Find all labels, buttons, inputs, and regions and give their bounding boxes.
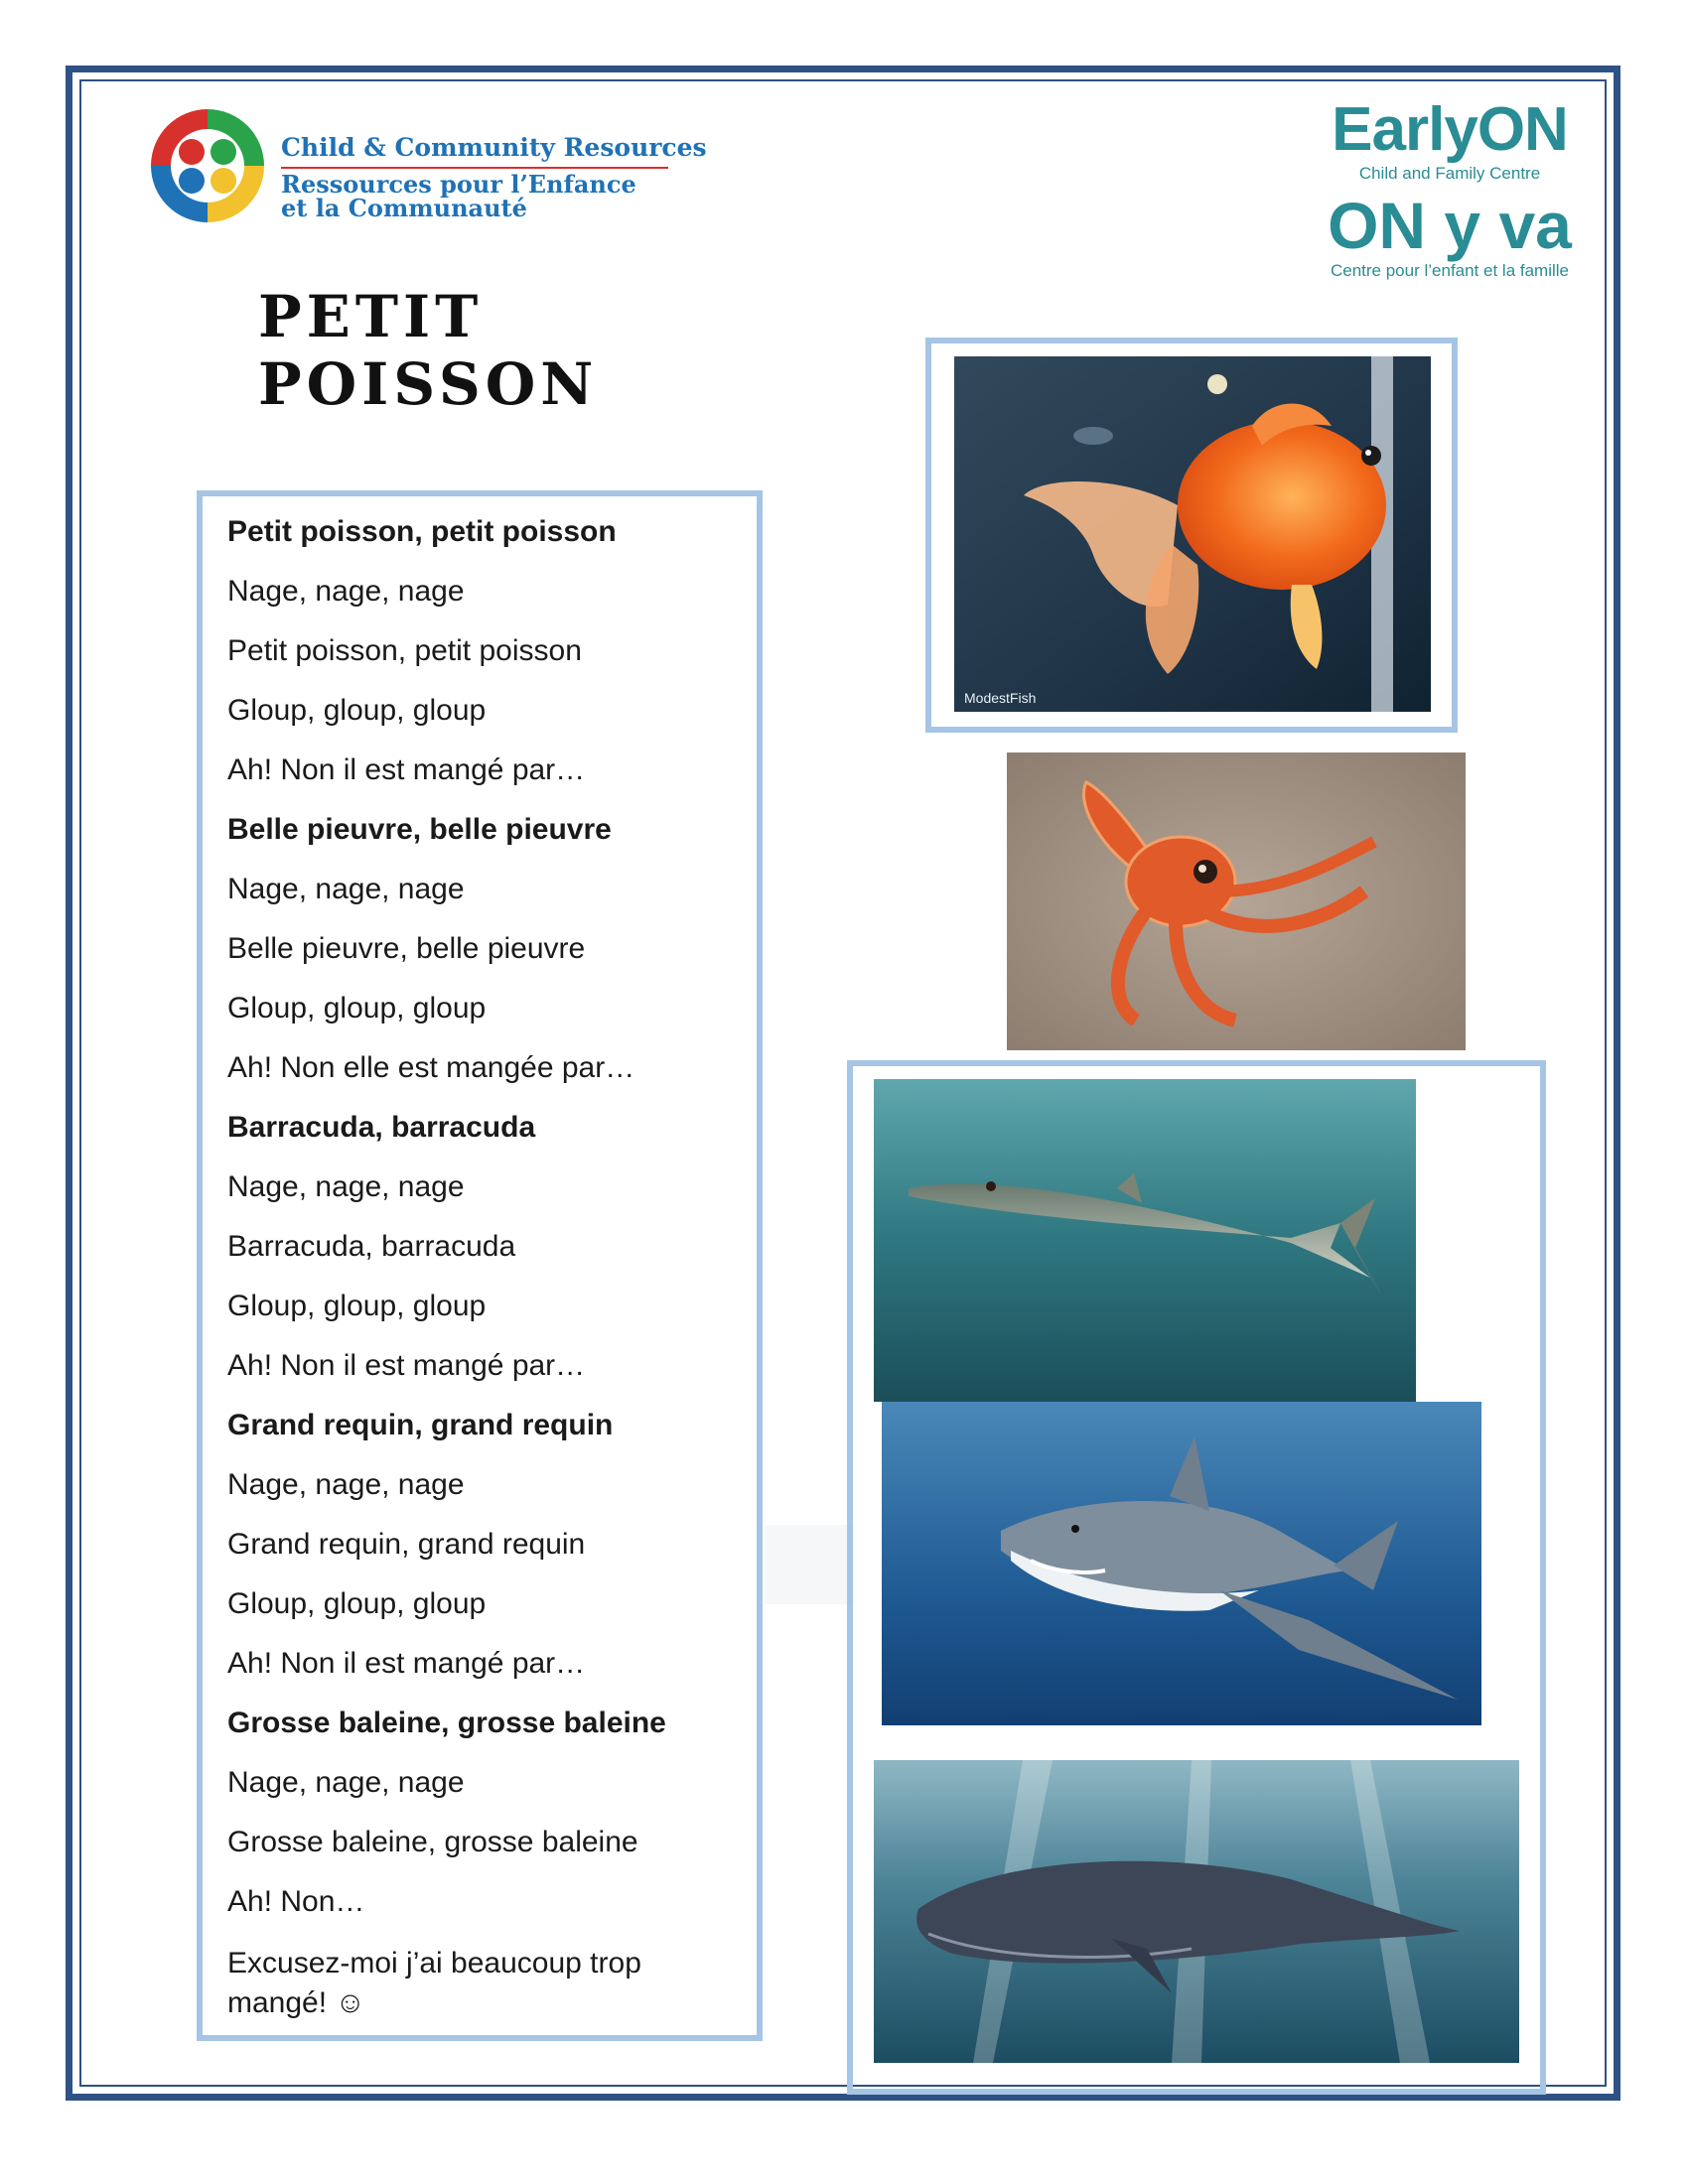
lyric-line: Grosse baleine, grosse baleine — [227, 1826, 638, 1858]
ccr-divider — [281, 167, 668, 169]
goldfish-watermark: ModestFish — [964, 690, 1037, 706]
shark-image — [882, 1402, 1481, 1725]
earlyon-subtitle-en: Child and Family Centre — [1358, 164, 1541, 183]
ccr-name-en: Child & Community Resources — [281, 133, 707, 162]
ccr-name-fr-line2: et la Communauté — [281, 194, 527, 222]
barracuda-image — [874, 1079, 1416, 1402]
octopus-image — [1007, 752, 1466, 1050]
lyric-line: Excusez-moi j’ai beaucoup trop mangé! ☺ — [227, 1947, 641, 2019]
page-title — [258, 283, 715, 418]
lyric-line: Ah! Non… — [227, 1885, 365, 1918]
lyric-line: Grand requin, grand requin — [227, 1528, 586, 1561]
lyric-line: Grosse baleine, grosse baleine — [227, 1706, 666, 1739]
title-line-1: PETIT — [258, 283, 484, 350]
earlyon-logo — [1311, 95, 1589, 298]
lyric-line: Petit poisson, petit poisson — [227, 634, 582, 667]
lyric-line: Gloup, gloup, gloup — [227, 1587, 487, 1620]
onyva-subtitle-fr: Centre pour l’enfant et la famille — [1330, 261, 1570, 280]
lyric-line: Nage, nage, nage — [227, 873, 465, 905]
lyric-line: Barracuda, barracuda — [227, 1230, 516, 1263]
lyric-line: Gloup, gloup, gloup — [227, 992, 487, 1024]
lyric-line: Ah! Non il est mangé par… — [227, 753, 586, 786]
lyric-line: Nage, nage, nage — [227, 1468, 465, 1501]
goldfish-image — [954, 356, 1431, 712]
onyva-wordmark: ON y va — [1328, 189, 1572, 262]
whale-image — [874, 1760, 1519, 2063]
lyric-line: Ah! Non il est mangé par… — [227, 1349, 586, 1382]
lyric-line: Gloup, gloup, gloup — [227, 694, 487, 727]
ccr-logo — [149, 107, 707, 226]
lyric-line: Grand requin, grand requin — [227, 1409, 614, 1441]
lyric-line: Barracuda, barracuda — [227, 1111, 536, 1144]
earlyon-wordmark: EarlyON — [1332, 95, 1568, 164]
ccr-name-fr-line1: Ressources pour l’Enfance — [281, 170, 636, 199]
ccr-emblem-icon — [149, 107, 266, 224]
lyric-line: Nage, nage, nage — [227, 575, 465, 608]
lyric-line: Belle pieuvre, belle pieuvre — [227, 813, 612, 846]
lyrics-box — [197, 490, 763, 2041]
lyric-line: Petit poisson, petit poisson — [227, 515, 617, 548]
lyric-line: Nage, nage, nage — [227, 1766, 465, 1799]
faint-background-patch — [765, 1525, 854, 1604]
lyric-line: Gloup, gloup, gloup — [227, 1290, 487, 1322]
lyric-line: Belle pieuvre, belle pieuvre — [227, 932, 586, 965]
lyric-line: Ah! Non il est mangé par… — [227, 1647, 586, 1680]
lyric-line: Nage, nage, nage — [227, 1170, 465, 1203]
lyric-line: Ah! Non elle est mangée par… — [227, 1051, 635, 1084]
title-line-2: POISSON — [258, 350, 599, 418]
